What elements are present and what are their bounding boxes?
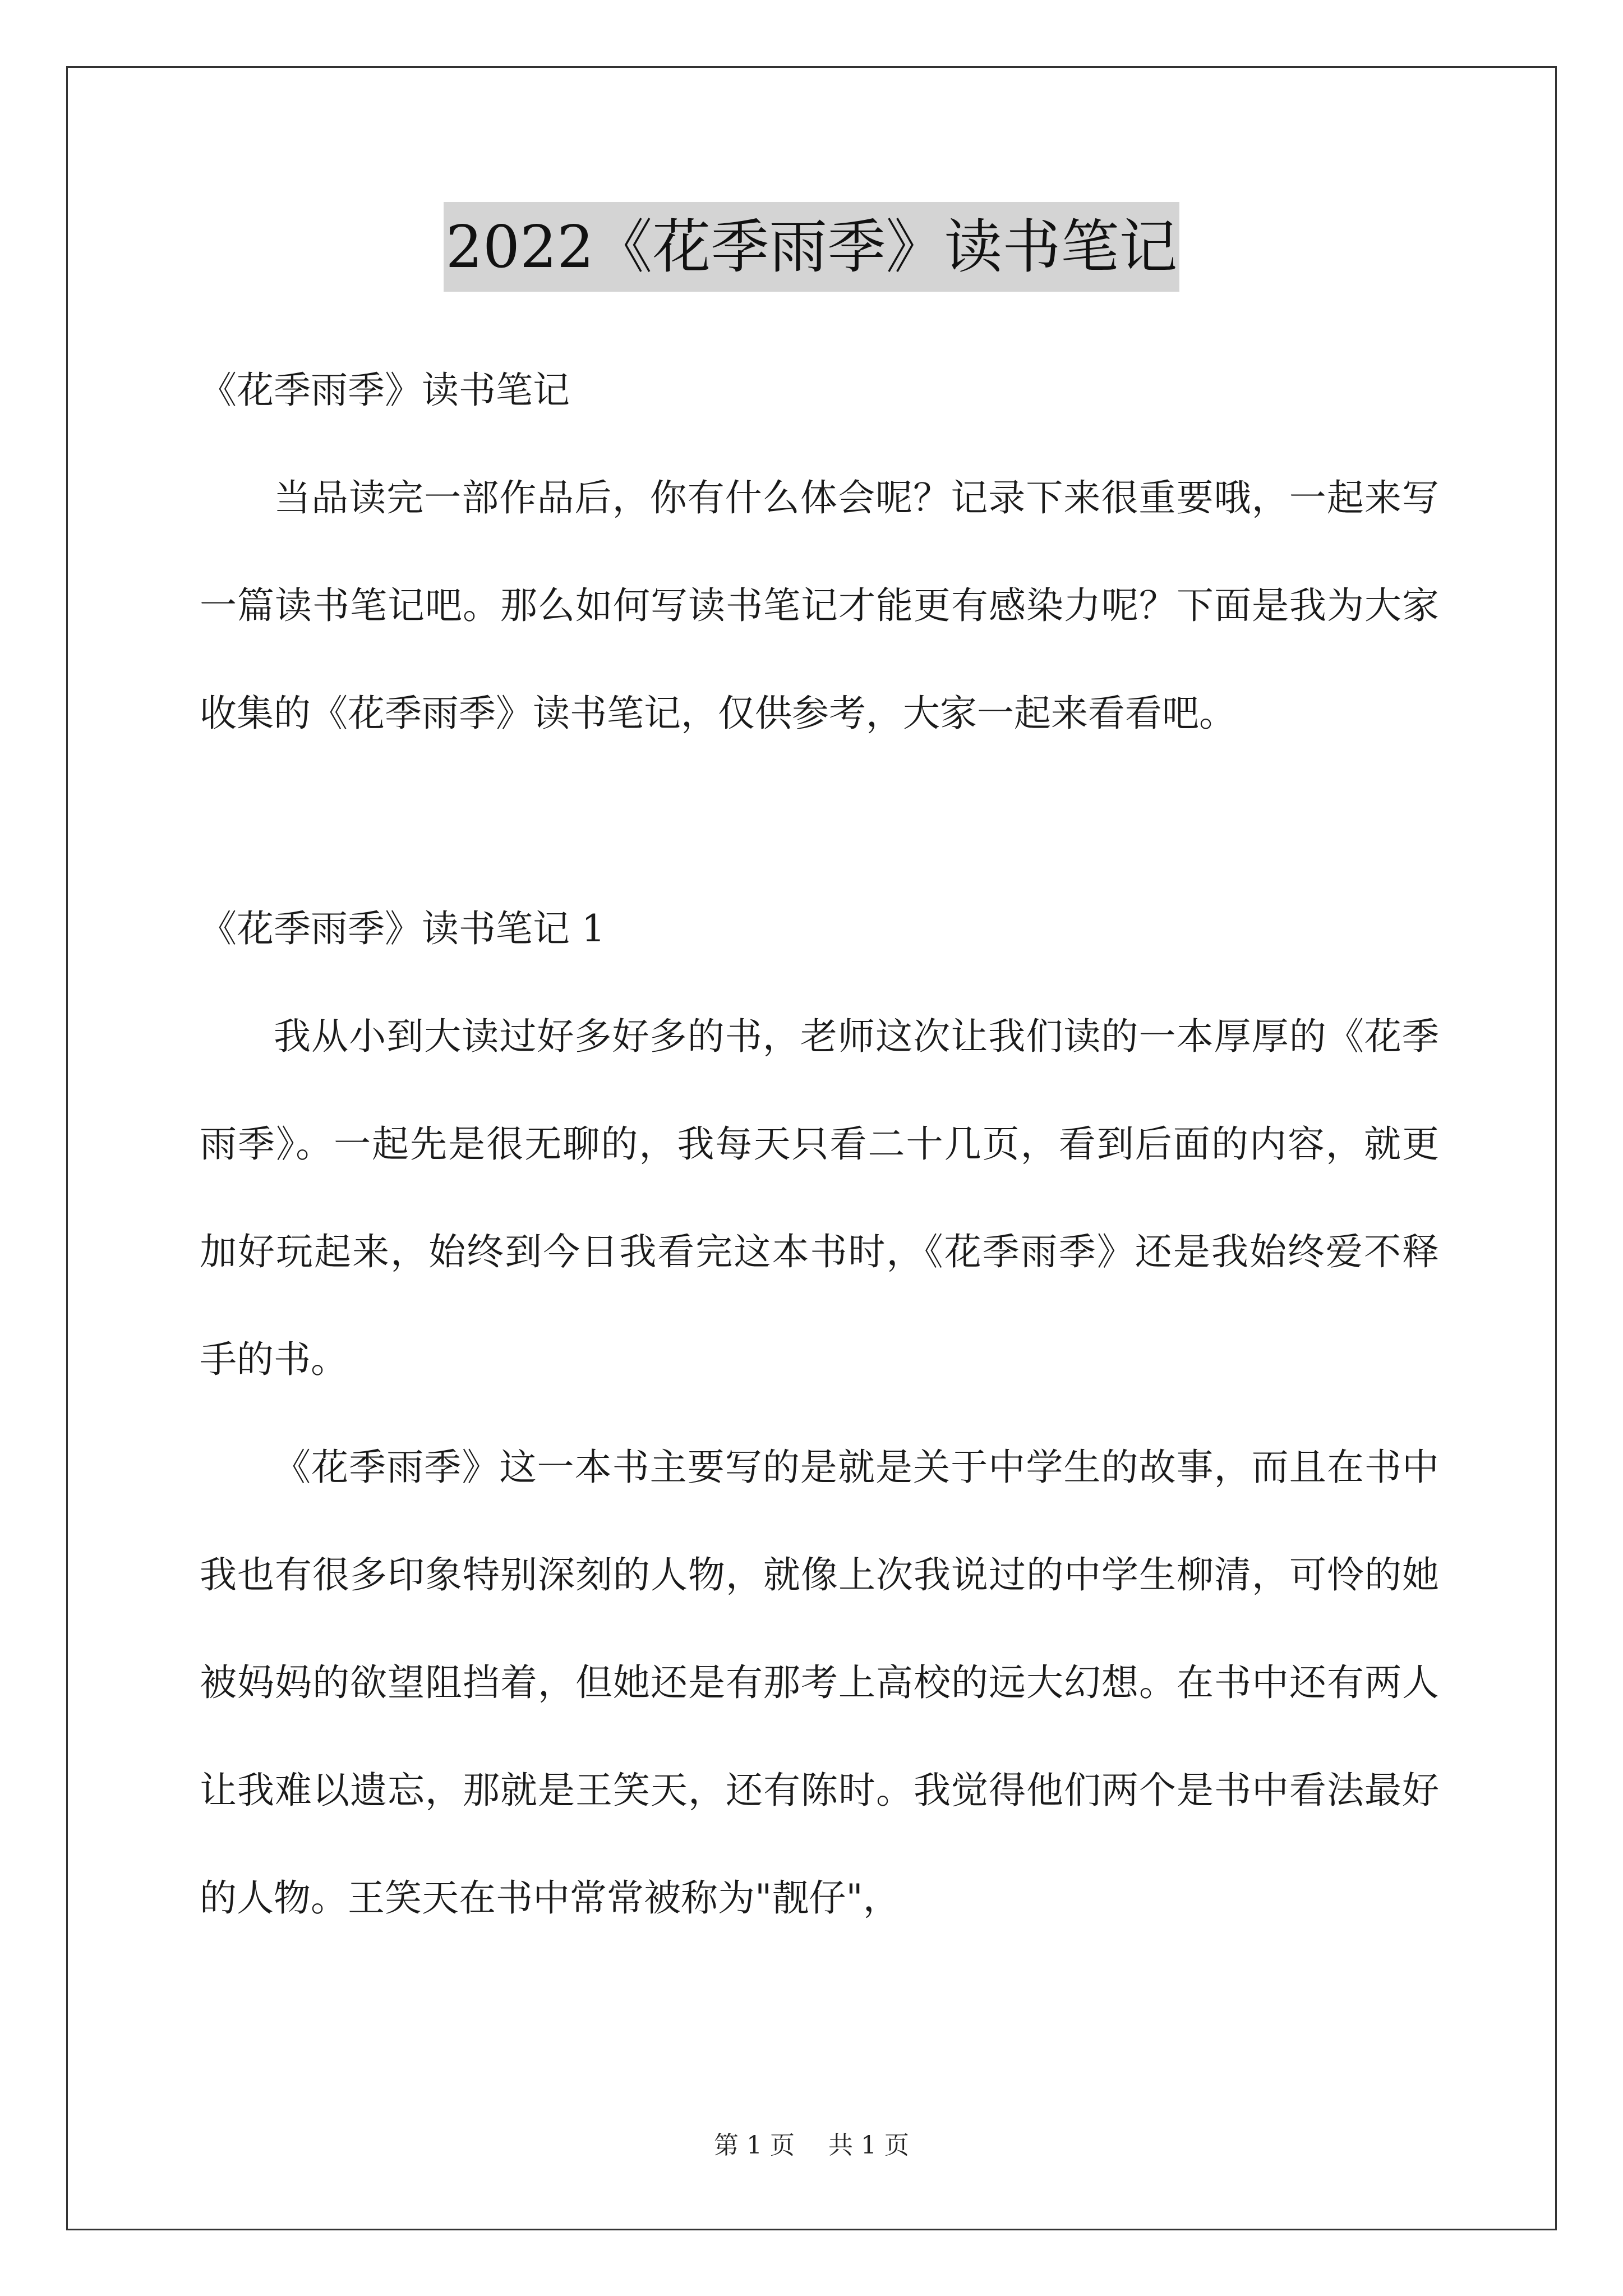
body-paragraph-1: 我从小到大读过好多好多的书，老师这次让我们读的一本厚厚的《花季雨季》。一起先是很无聊的，我每天只看二十几页，看到后面的内容，就更加好玩起来，始终到今日我看完这本书时，《花季雨季》还是我始终爱不释手的书。 (200, 1015, 1439, 1381)
body-paragraph-2: 《花季雨季》这一本书主要写的是就是关于中学生的故事，而且在书中我也有很多印象特别深刻的人物，就像上次我说过的中学生柳清，可怜的她被妈妈的欲望阻挡着，但她还是有那考上高校的远大幻想。在书中还有两人让我难以遗忘，那就是王笑天，还有陈时。我觉得他们两个是书中看法最好的人物。王笑天在书中常常被称为"靓仔"， (200, 1446, 1439, 1920)
title-container (0, 202, 1623, 292)
page-footer (0, 2129, 1623, 2162)
intro-paragraph: 当品读完一部作品后，你有什么体会呢？记录下来很重要哦，一起来写一篇读书笔记吧。那么如何写读书笔记才能更有感染力呢？下面是我为大家收集的《花季雨季》读书笔记，仅供参考，大家一起来看看吧。 (200, 476, 1439, 735)
page-number-current: 第 1 页 (714, 2131, 795, 2160)
page-number-total: 共 1 页 (828, 2131, 909, 2160)
section-heading: 《花季雨季》读书笔记 1 (200, 907, 605, 950)
document-title: 2022《花季雨季》读书笔记 (444, 202, 1180, 292)
document-subtitle: 《花季雨季》读书笔记 (200, 369, 570, 412)
section-gap (200, 767, 1439, 875)
document-body (200, 337, 1439, 1952)
